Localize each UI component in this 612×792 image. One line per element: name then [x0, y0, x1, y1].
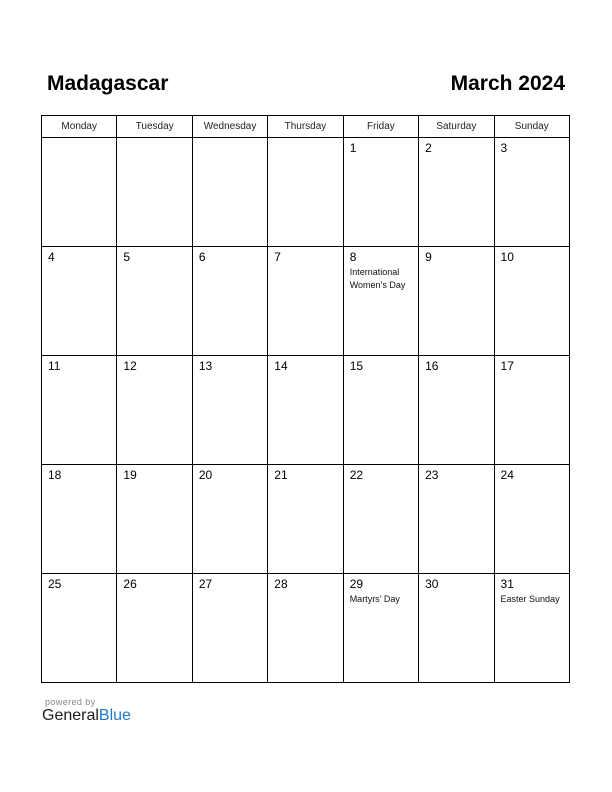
- day-number: 22: [349, 468, 364, 482]
- day-cell: [117, 356, 192, 465]
- day-cell: [419, 356, 494, 465]
- day-number: 9: [425, 250, 432, 264]
- holiday-label: International Women’s Day: [349, 267, 406, 290]
- day-number: 26: [123, 577, 137, 591]
- day-cell: [419, 574, 494, 683]
- logo-general-text: General: [42, 707, 99, 724]
- day-number: 1: [349, 141, 357, 155]
- powered-by-label: powered by: [45, 697, 96, 707]
- day-number: 19: [123, 468, 137, 482]
- week-row: [42, 574, 570, 683]
- day-cell: [42, 465, 117, 574]
- day-cell: [117, 574, 192, 683]
- weekday-monday: Monday: [42, 116, 117, 138]
- day-number: 4: [48, 250, 55, 264]
- day-cell: [494, 138, 569, 247]
- day-number: 18: [48, 468, 62, 482]
- day-number: 21: [274, 468, 288, 482]
- day-cell: [42, 247, 117, 356]
- day-number: 14: [274, 359, 288, 373]
- week-row: [42, 138, 570, 247]
- day-cell: [268, 138, 343, 247]
- day-cell: [117, 247, 192, 356]
- day-cell: [192, 465, 267, 574]
- day-cell: [192, 356, 267, 465]
- day-cell: [268, 356, 343, 465]
- country-title: Madagascar: [47, 72, 169, 95]
- day-number: 30: [425, 577, 439, 591]
- day-number: 31: [500, 577, 514, 591]
- day-cell: [419, 138, 494, 247]
- holiday-label: Easter Sunday: [500, 594, 560, 604]
- day-cell: [343, 465, 418, 574]
- week-row: [42, 465, 570, 574]
- day-cell: [42, 356, 117, 465]
- weekday-wednesday: Wednesday: [192, 116, 267, 138]
- day-cell: [343, 138, 418, 247]
- day-number: 6: [198, 250, 206, 264]
- weekday-header-row: [42, 116, 570, 138]
- day-cell: [494, 465, 569, 574]
- day-cell: [494, 247, 569, 356]
- day-number: 23: [425, 468, 439, 482]
- day-cell: [192, 574, 267, 683]
- day-number: 27: [198, 577, 213, 591]
- holiday-label: Martyrs’ Day: [349, 594, 400, 604]
- month-year-title: March 2024: [450, 72, 565, 95]
- day-number: 20: [198, 468, 213, 482]
- day-cell: [117, 138, 192, 247]
- day-cell: [343, 356, 418, 465]
- day-number: 10: [500, 250, 514, 264]
- day-number: 16: [425, 359, 439, 373]
- day-cell: [117, 465, 192, 574]
- day-cell: [268, 574, 343, 683]
- week-row: [42, 356, 570, 465]
- day-cell: [419, 247, 494, 356]
- day-cell: [343, 247, 418, 356]
- generalblue-branding: [42, 697, 131, 725]
- weekday-tuesday: Tuesday: [117, 116, 192, 138]
- day-cell: [268, 465, 343, 574]
- week-row: [42, 247, 570, 356]
- day-number: 29: [349, 577, 364, 591]
- weekday-saturday: Saturday: [419, 116, 494, 138]
- day-number: 8: [349, 250, 357, 264]
- day-number: 28: [274, 577, 288, 591]
- weekday-sunday: Sunday: [494, 116, 569, 138]
- day-cell: [42, 574, 117, 683]
- day-number: 7: [274, 250, 281, 264]
- day-cell: [192, 138, 267, 247]
- day-cell: [494, 574, 569, 683]
- day-number: 5: [123, 250, 131, 264]
- weekday-friday: Friday: [343, 116, 418, 138]
- day-cell: [192, 247, 267, 356]
- day-number: 3: [500, 141, 508, 155]
- day-number: 24: [500, 468, 514, 482]
- day-number: 25: [48, 577, 62, 591]
- day-cell: [42, 138, 117, 247]
- weekday-thursday: Thursday: [268, 116, 343, 138]
- day-cell: [268, 247, 343, 356]
- day-number: 12: [123, 359, 137, 373]
- day-number: 15: [349, 359, 364, 373]
- generalblue-logo: [42, 707, 131, 725]
- day-number: 13: [198, 359, 213, 373]
- day-number: 17: [500, 359, 514, 373]
- day-cell: [419, 465, 494, 574]
- day-number: 2: [425, 141, 432, 155]
- calendar-grid: [41, 115, 570, 683]
- logo-blue-text: Blue: [98, 707, 131, 724]
- day-number: 11: [48, 359, 61, 373]
- day-cell: [343, 574, 418, 683]
- day-cell: [494, 356, 569, 465]
